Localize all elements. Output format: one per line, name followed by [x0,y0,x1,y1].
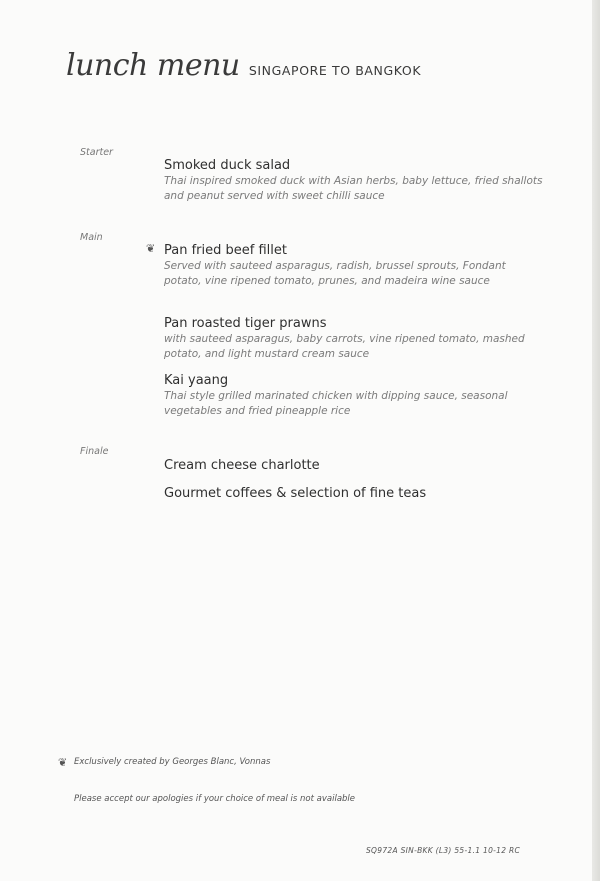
dish-cream-cheese-charlotte [164,457,544,474]
section-label-starter: Starter [80,147,113,158]
dish-smoked-duck-salad [164,157,544,204]
dish-description: with sauteed asparagus, baby carrots, vine ripened tomato, mashed potato, and light mustard cream sauce [164,333,525,360]
section-label-main: Main [80,232,103,243]
chef-mark-icon: ❦ [58,756,68,769]
menu-title: lunch menu [66,48,240,83]
dish-name: Smoked duck salad [164,158,291,173]
apology-note: Please accept our apologies if your choice of meal is not available [74,794,356,804]
dish-description: Served with sauteed asparagus, radish, brussel sprouts, Fondant potato, vine ripened tomato, prunes, and madeira wine sauce [164,260,506,287]
dish-gourmet-coffees-teas [164,485,544,502]
menu-header [66,48,421,83]
dish-kai-yaang [164,372,544,419]
menu-code: SQ972A SIN-BKK (L3) 55-1.1 10-12 RC [366,846,521,855]
dish-name: Cream cheese charlotte [164,458,320,473]
dish-name: Pan fried beef fillet [164,243,287,258]
flight-route: SINGAPORE TO BANGKOK [248,63,422,78]
dish-pan-roasted-tiger-prawns [164,315,544,362]
dish-name: Gourmet coffees & selection of fine teas [164,486,427,501]
dish-description: Thai inspired smoked duck with Asian herbs, baby lettuce, fried shallots and peanut served with sweet chilli sauce [164,175,543,202]
dish-pan-fried-beef-fillet [164,242,544,289]
dish-description: Thai style grilled marinated chicken with dipping sauce, seasonal vegetables and fried pineapple rice [164,390,508,417]
dish-name: Pan roasted tiger prawns [164,316,327,331]
section-label-finale: Finale [80,446,109,457]
dish-name: Kai yaang [164,373,229,388]
card-edge [592,0,600,881]
chef-mark-icon: ❦ [146,242,156,255]
chef-credit: Exclusively created by Georges Blanc, Vonnas [74,757,271,767]
